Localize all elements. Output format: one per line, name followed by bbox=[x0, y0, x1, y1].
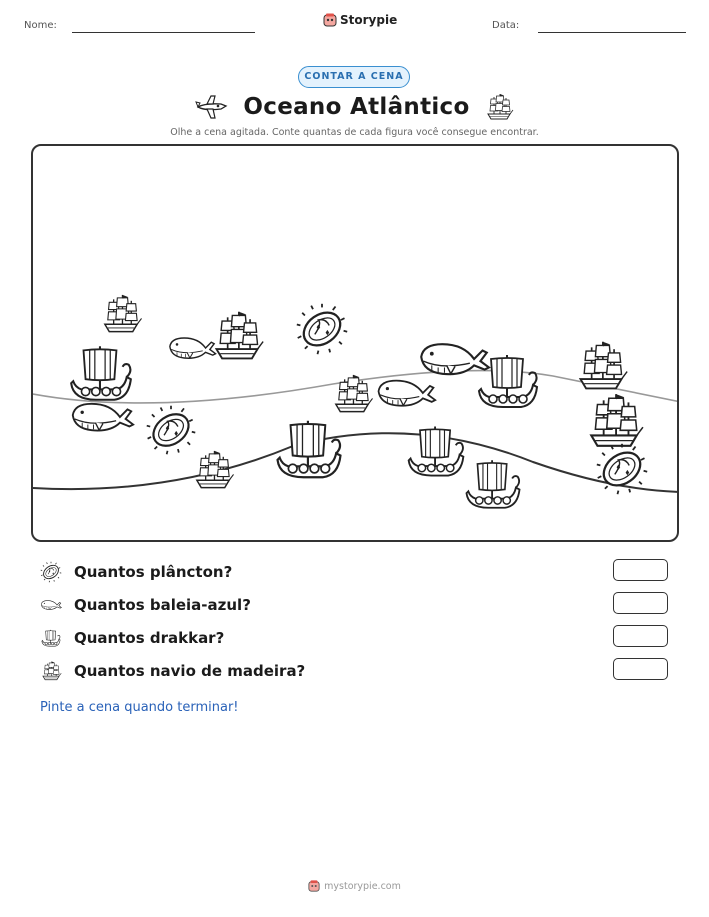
date-field[interactable] bbox=[538, 32, 686, 33]
scene-wooden-ship-4 bbox=[197, 451, 234, 488]
answer-box-wooden-ship[interactable] bbox=[613, 658, 668, 680]
page-title: Oceano Atlântico bbox=[243, 94, 470, 120]
question-plankton bbox=[40, 561, 232, 583]
answer-box-blue-whale[interactable] bbox=[613, 592, 668, 614]
footer bbox=[0, 880, 709, 892]
scene-wooden-ship-3 bbox=[336, 375, 373, 412]
title-row bbox=[0, 92, 709, 122]
brand-name: Storypie bbox=[340, 13, 398, 27]
scene-wooden-ship-1 bbox=[105, 295, 142, 332]
storypie-logo-icon bbox=[323, 13, 337, 27]
question-wooden-ship bbox=[40, 660, 305, 682]
storypie-footer-icon bbox=[308, 880, 320, 892]
scene-wooden-ship-2 bbox=[216, 312, 263, 359]
brand-logo bbox=[323, 13, 397, 27]
scene-artwork bbox=[33, 146, 679, 542]
scene-drakkar-1 bbox=[71, 346, 131, 399]
scene-blue-whale-4 bbox=[421, 344, 489, 374]
scene-plankton-2 bbox=[147, 406, 196, 455]
question-text: Quantos navio de madeira? bbox=[74, 662, 306, 680]
date-label: Data: bbox=[492, 20, 520, 31]
scene-plankton-1 bbox=[297, 304, 347, 354]
name-label: Nome: bbox=[24, 20, 57, 31]
drakkar-icon bbox=[40, 627, 62, 649]
counting-scene bbox=[31, 144, 679, 542]
scene-drakkar-4 bbox=[479, 355, 537, 407]
scene-blue-whale-3 bbox=[379, 381, 436, 406]
answer-box-drakkar[interactable] bbox=[613, 625, 668, 647]
blue-whale-icon bbox=[40, 594, 62, 616]
question-blue-whale bbox=[40, 594, 251, 616]
plankton-icon bbox=[40, 561, 62, 583]
instructions: Olhe a cena agitada. Conte quantas de cada figura você consegue encontrar. bbox=[170, 127, 539, 138]
airplane-icon bbox=[195, 94, 229, 120]
answer-box-plankton[interactable] bbox=[613, 559, 668, 581]
scene-wooden-ship-6 bbox=[591, 394, 643, 446]
wooden-ship-title-icon bbox=[484, 92, 514, 122]
wooden-ship-icon bbox=[40, 660, 62, 682]
scene-blue-whale-2 bbox=[73, 404, 133, 431]
question-text: Quantos plâncton? bbox=[74, 563, 233, 581]
scene-blue-whale-1 bbox=[170, 338, 216, 358]
name-field[interactable] bbox=[72, 32, 255, 33]
question-text: Quantos drakkar? bbox=[74, 629, 225, 647]
coloring-note: Pinte a cena quando terminar! bbox=[40, 700, 239, 715]
scene-drakkar-5 bbox=[466, 460, 519, 508]
question-text: Quantos baleia-azul? bbox=[74, 596, 251, 614]
scene-wooden-ship-5 bbox=[580, 342, 627, 389]
question-drakkar bbox=[40, 627, 224, 649]
footer-url[interactable]: mystorypie.com bbox=[324, 880, 401, 892]
activity-badge: CONTAR A CENA bbox=[298, 66, 410, 88]
